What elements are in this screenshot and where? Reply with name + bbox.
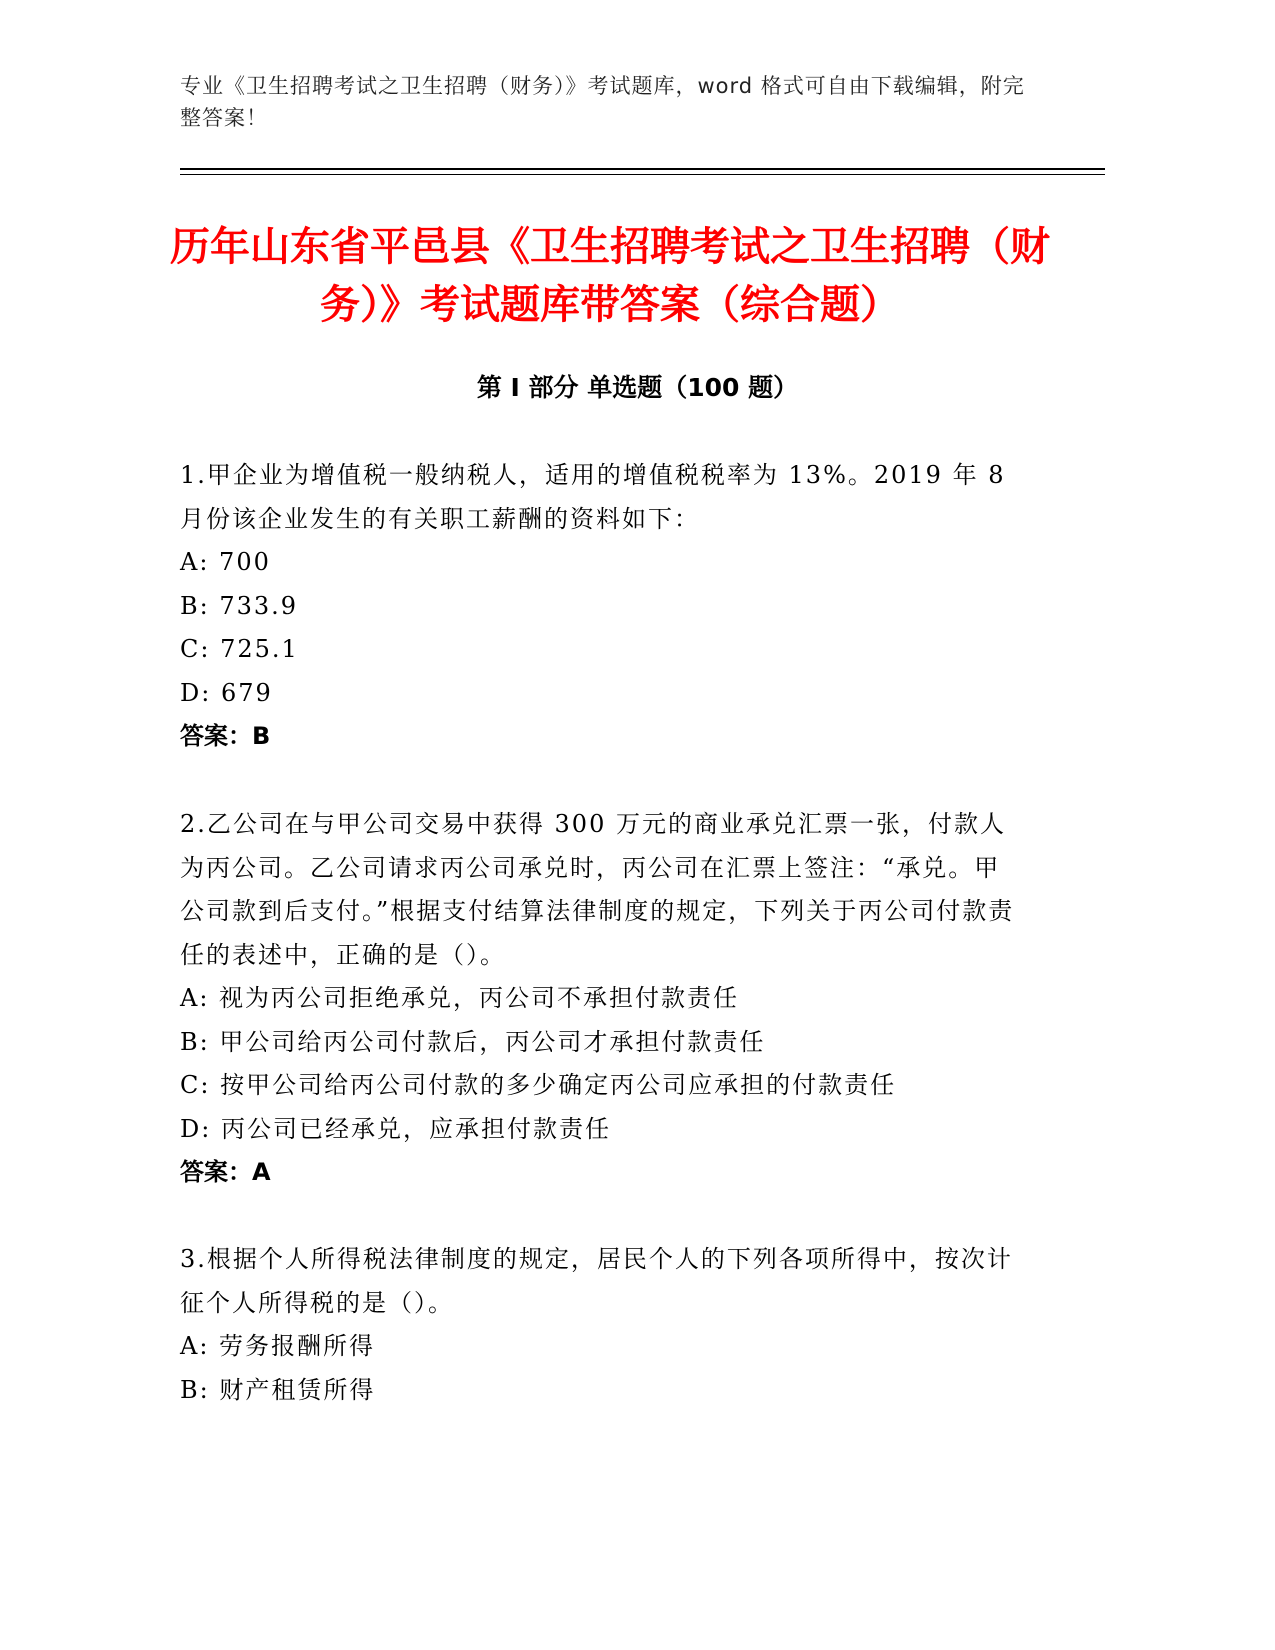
section-title: 第 I 部分 单选题（100 题） bbox=[476, 373, 799, 402]
option-c: C: 按甲公司给丙公司付款的多少确定丙公司应承担的付款责任 bbox=[180, 1071, 897, 1099]
answer-label: 答案：B bbox=[180, 722, 271, 750]
option-b: B: 甲公司给丙公司付款后，丙公司才承担付款责任 bbox=[180, 1027, 766, 1056]
question-3 bbox=[180, 1238, 1020, 1412]
question-stem: 2.乙公司在与甲公司交易中获得 300 万元的商业承兑汇票一张，付款人为丙公司。乙公司请求丙公司承兑时，丙公司在汇票上签注：“承兑。甲公司款到后支付。”根据支付结算法律制度的规定，下列关于丙公司付款责任的表述中，正确的是（）。 bbox=[180, 810, 1015, 969]
answer-label: 答案：A bbox=[180, 1158, 271, 1186]
option-a: A: 视为丙公司拒绝承兑，丙公司不承担付款责任 bbox=[180, 984, 740, 1012]
question-1 bbox=[180, 454, 1020, 759]
option-d: D: 丙公司已经承兑，应承担付款责任 bbox=[180, 1114, 611, 1143]
option-b: B: 733.9 bbox=[180, 591, 299, 620]
option-c: C: 725.1 bbox=[180, 635, 299, 663]
question-stem: 1.甲企业为增值税一般纳税人，适用的增值税税率为 13%。2019 年 8 月份该企业发生的有关职工薪酬的资料如下： bbox=[180, 461, 1006, 533]
option-b: B: 财产租赁所得 bbox=[180, 1375, 376, 1404]
question-2 bbox=[180, 803, 1020, 1195]
header-divider-thick bbox=[180, 168, 1105, 170]
header-note: 专业《卫生招聘考试之卫生招聘（财务）》考试题库，word 格式可自由下载编辑，附完整答案！ bbox=[180, 74, 1025, 130]
option-a: A: 700 bbox=[180, 548, 271, 576]
question-stem: 3.根据个人所得税法律制度的规定，居民个人的下列各项所得中，按次计征个人所得税的是（）。 bbox=[180, 1245, 1013, 1317]
document-title: 历年山东省平邑县《卫生招聘考试之卫生招聘（财务）》考试题库带答案（综合题） bbox=[170, 224, 1050, 328]
option-d: D: 679 bbox=[180, 678, 273, 707]
header-divider-thin bbox=[180, 174, 1105, 175]
option-a: A: 劳务报酬所得 bbox=[180, 1332, 376, 1360]
